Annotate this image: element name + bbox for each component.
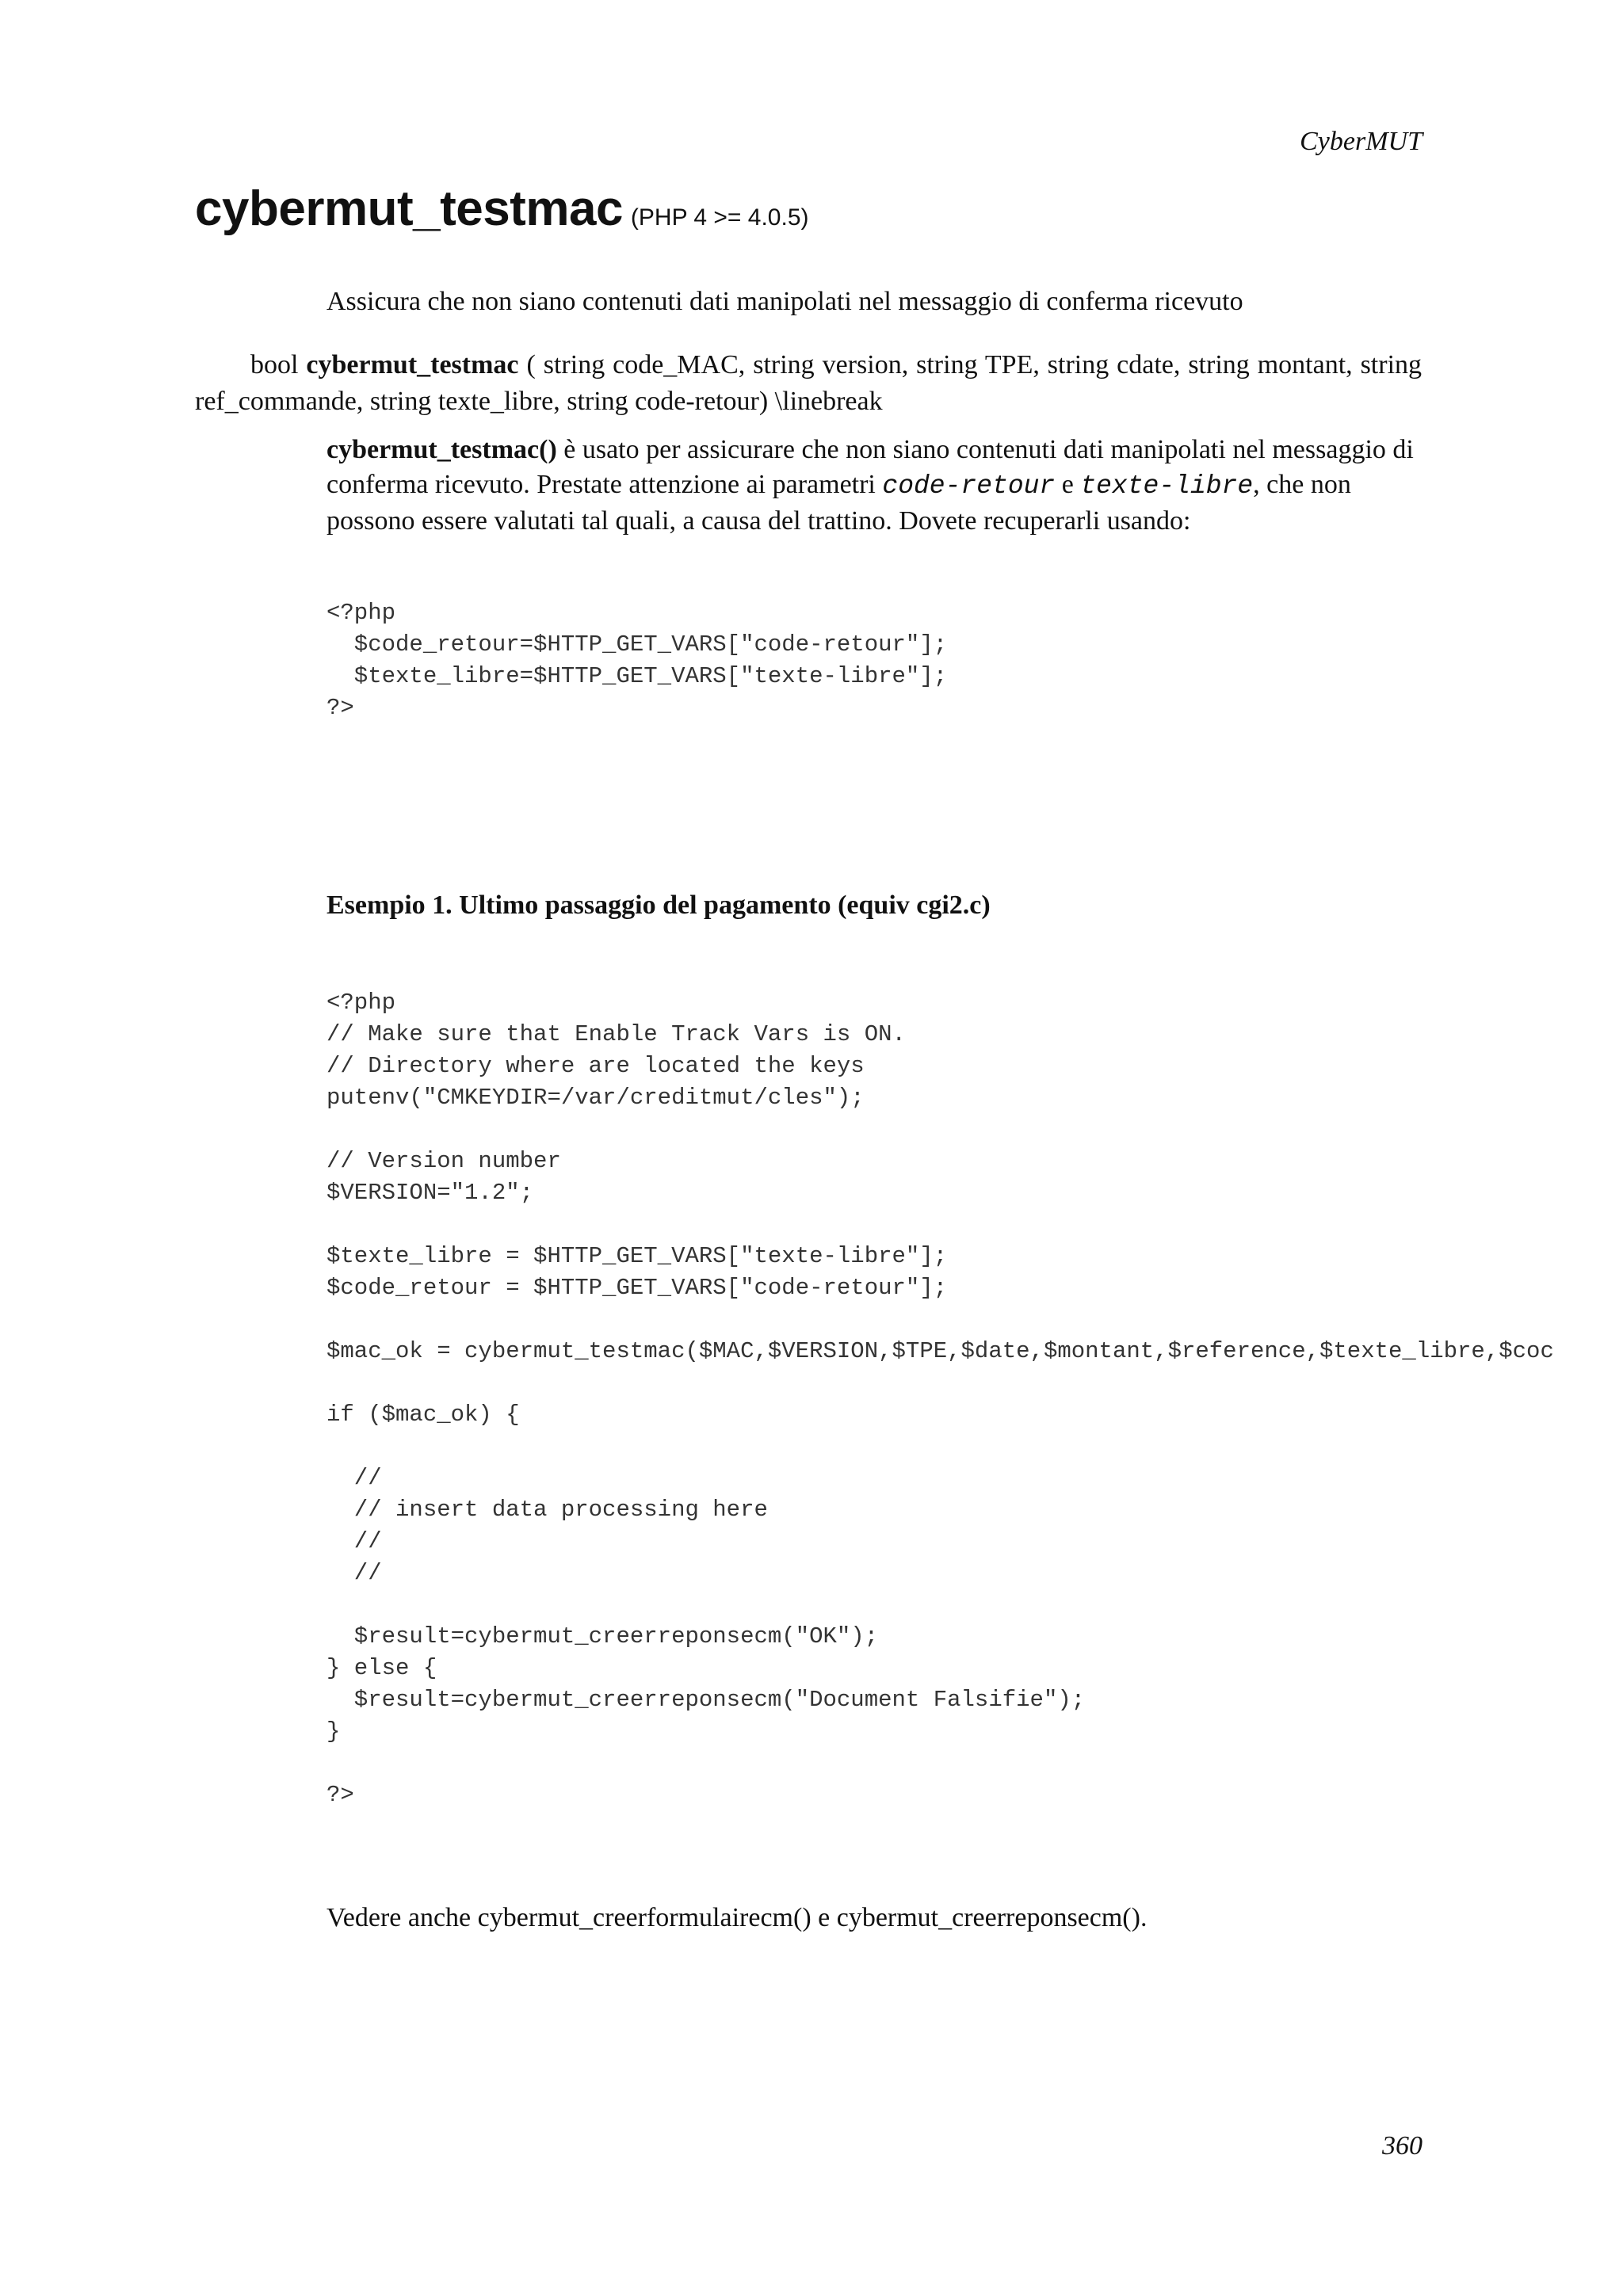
synopsis-function-name: cybermut_testmac: [306, 350, 519, 379]
parameter-list: ( string code_MAC, string version, string TPE, string cdate, string montant, string ref_commande, string texte_libre, string code-retour) \linebreak: [195, 350, 1423, 416]
function-purpose: Assicura che non siano contenuti dati manipolati nel messaggio di conferma ricevuto: [327, 287, 1243, 316]
description-function-ref: cybermut_testmac(): [327, 435, 557, 464]
running-header: CyberMUT: [1300, 127, 1423, 156]
description-text: e: [1055, 470, 1081, 499]
code-snippet-get-vars: <?php $code_retour=$HTTP_GET_VARS["code-retour"]; $texte_libre=$HTTP_GET_VARS["texte-libre"]; ?>: [327, 600, 948, 721]
description-text: è usato per assicurare che non siano contenuti dati manipolati nel messaggio di conferma ricevuto. Prestate attenzione ai parametri: [327, 435, 1414, 499]
return-type: bool: [250, 350, 299, 379]
example-code-block: <?php // Make sure that Enable Track Vars is ON. // Directory where are located the keys putenv("CMKEYDIR=/var/creditmut/cles"); // Version number $VERSION="1.2"; $texte_libre = $HTTP_GET_VARS["texte-libre"]; $code_retour = $HTTP_GET_VARS["code-retour"]; $mac_ok = cybermut_testmac($MAC,$VERSION,$TPE,$date,$montant,$reference,$texte_libre,$coc if ($mac_ok) { // // insert data processing here // // $result=cybermut_creerreponsecm("OK"); } else { $result=cybermut_creerreponsecm("Document Falsifie"); } ?>: [327, 990, 1554, 1808]
example-title: Esempio 1. Ultimo passaggio del pagamento (equiv cgi2.c): [327, 891, 991, 920]
page-number: 360: [1382, 2131, 1423, 2161]
parameter-texte-libre: texte-libre: [1080, 471, 1254, 501]
entry-title: [195, 181, 809, 237]
function-name-heading: cybermut_testmac: [195, 181, 623, 236]
see-also: Vedere anche cybermut_creerformulairecm() e cybermut_creerreponsecm().: [327, 1903, 1148, 1932]
php-version-note: (PHP 4 >= 4.0.5): [630, 204, 809, 231]
function-synopsis: [195, 347, 1422, 420]
parameter-code-retour: code-retour: [882, 471, 1056, 501]
description-text: , che non possono essere valutati tal quali, a causa del trattino. Dovete recuperarli usando:: [327, 470, 1351, 536]
description-paragraph: [327, 433, 1422, 539]
